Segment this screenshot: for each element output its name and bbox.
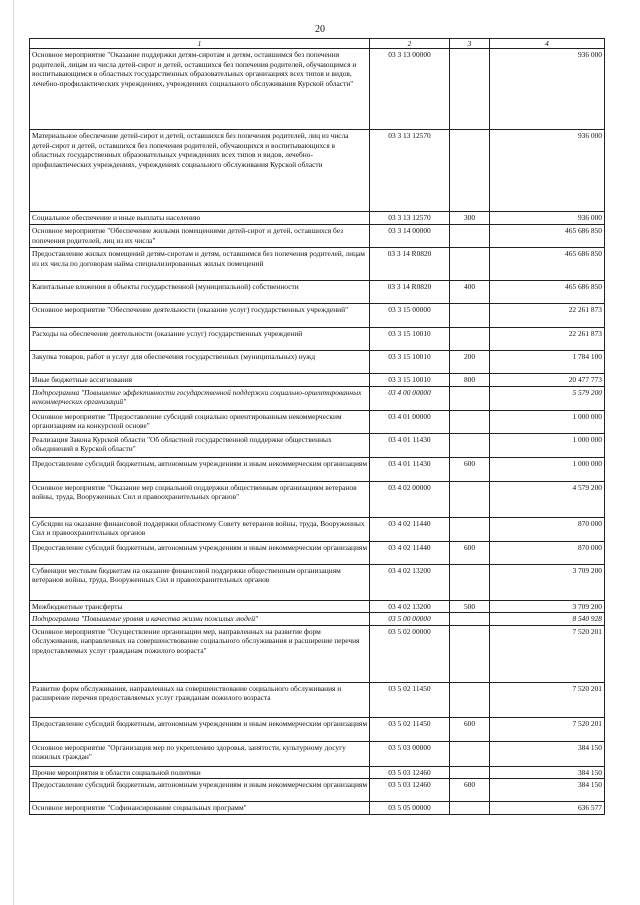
row-amount: 936 000 [490,49,605,130]
row-name: Подпрограмма "Повышение эффективности государственной поддержки социально-ориентированных некоммерческих организаций" [30,386,370,410]
row-code: 03 3 14 R0820 [370,248,450,281]
row-code: 03 3 15 10010 [370,351,450,374]
row-code: 03 5 03 12460 [370,766,450,778]
row-name: Иные бюджетные ассигнования [30,374,370,386]
row-name: Основное мероприятие "Организация мер по укреплению здоровья, занятости, культурному досугу пожилых граждан" [30,741,370,766]
row-expense-type [450,613,490,625]
row-code: 03 4 00 00000 [370,386,450,410]
row-name: Основное мероприятие "Обеспечение деятельности (оказание услуг) государственных учреждений" [30,304,370,328]
table-row [30,433,605,457]
row-amount: 870 000 [490,541,605,564]
row-expense-type [450,802,490,814]
row-code: 03 4 02 13200 [370,564,450,600]
table-row [30,802,605,814]
column-number-3: 3 [450,39,490,49]
row-name: Прочие мероприятия в области социальной политики [30,766,370,778]
table-row [30,386,605,410]
row-amount: 22 261 873 [490,304,605,328]
table-row [30,613,605,625]
table-row [30,225,605,248]
row-amount: 1 000 000 [490,433,605,457]
table-row [30,741,605,766]
column-number-4: 4 [490,39,605,49]
table-row [30,281,605,304]
row-expense-type [450,225,490,248]
table-row [30,328,605,351]
row-amount: 1 784 100 [490,351,605,374]
row-name: Основное мероприятие "Оказание мер социальной поддержки общественным организациям ветеранов войны, труда, Вооруженных Сил и правоохранительных органов" [30,481,370,517]
row-amount: 384 150 [490,766,605,778]
row-amount: 384 150 [490,779,605,802]
row-code: 03 4 01 11430 [370,457,450,481]
row-code: 03 5 02 11450 [370,717,450,741]
row-amount: 3 709 200 [490,564,605,600]
row-code: 03 4 01 11430 [370,433,450,457]
row-amount: 465 686 850 [490,248,605,281]
row-expense-type [450,682,490,717]
table-row [30,779,605,802]
row-expense-type [450,248,490,281]
row-code: 03 4 02 00000 [370,481,450,517]
table-row [30,564,605,600]
row-amount: 936 000 [490,130,605,212]
row-amount: 636 577 [490,802,605,814]
scan-edge [13,0,14,905]
row-amount: 22 261 873 [490,328,605,351]
row-name: Расходы на обеспечение деятельности (оказание услуг) государственных учреждений [30,328,370,351]
row-amount: 8 540 928 [490,613,605,625]
row-amount: 7 520 201 [490,717,605,741]
row-code: 03 3 14 R0820 [370,281,450,304]
row-name: Предоставление субсидий бюджетным, автономным учреждениям и иным некоммерческим организациям [30,457,370,481]
table-row [30,212,605,225]
row-amount: 7 520 201 [490,625,605,682]
table-row [30,541,605,564]
row-expense-type [450,433,490,457]
row-code: 03 3 13 12570 [370,212,450,225]
row-expense-type [450,386,490,410]
row-expense-type: 600 [450,779,490,802]
row-amount: 465 686 850 [490,225,605,248]
table-row [30,374,605,386]
column-number-2: 2 [370,39,450,49]
table-row [30,717,605,741]
table-row [30,49,605,130]
row-code: 03 3 15 10010 [370,374,450,386]
row-expense-type: 600 [450,457,490,481]
row-expense-type [450,517,490,541]
table-row [30,517,605,541]
row-name: Капитальные вложения в объекты государственной (муниципальной) собственности [30,281,370,304]
row-code: 03 5 05 00000 [370,802,450,814]
row-code: 03 3 15 00000 [370,304,450,328]
row-code: 03 4 02 11440 [370,517,450,541]
row-expense-type: 800 [450,374,490,386]
row-code: 03 4 02 13200 [370,600,450,612]
row-amount: 1 000 000 [490,410,605,433]
table-row [30,600,605,612]
row-name: Субсидии на оказание финансовой поддержки областному Совету ветеранов войны, труда, Вооруженных Сил и правоохранительных органов [30,517,370,541]
row-amount: 3 709 200 [490,600,605,612]
row-amount: 465 686 850 [490,281,605,304]
row-code: 03 4 02 11440 [370,541,450,564]
row-name: Социальное обеспечение и иные выплаты населению [30,212,370,225]
row-expense-type [450,410,490,433]
row-expense-type: 500 [450,600,490,612]
row-amount: 5 579 200 [490,386,605,410]
row-expense-type: 200 [450,351,490,374]
row-name: Межбюджетные трансферты [30,600,370,612]
row-name: Предоставление жилых помещений детям-сиротам и детям, оставшимся без попечения родителей, лицам из их числа по договорам найма специализированных жилых помещений [30,248,370,281]
row-code: 03 5 02 00000 [370,625,450,682]
table-row [30,304,605,328]
table-row [30,410,605,433]
row-expense-type: 300 [450,212,490,225]
table-row [30,457,605,481]
row-name: Основное мероприятие "Предоставление субсидий социально ориентированным некоммерческим организациям на конкурсной основе" [30,410,370,433]
row-name: Основное мероприятие "Оказание поддержки детям-сиротам и детям, оставшимся без попечения родителей, лицам из числа детей-сирот и детей, оставшихся без попечения родителей, обучающимся и воспитывающимся в областных государственных образовательных организациях всех типов и видов, лечебно-профилактических учреждениях, учреждениях социального обслуживания Курской области" [30,49,370,130]
row-expense-type: 400 [450,281,490,304]
row-code: 03 3 13 12570 [370,130,450,212]
row-expense-type [450,625,490,682]
row-code: 03 3 13 00000 [370,49,450,130]
page-number: 20 [315,24,325,35]
row-name: Предоставление субсидий бюджетным, автономным учреждениям и иным некоммерческим организациям [30,541,370,564]
row-name: Материальное обеспечение детей-сирот и детей, оставшихся без попечения родителей, лиц из числа детей-сирот и детей, оставшихся без попечения родителей, обучающихся и воспитывающихся в областных государственных образовательных учреждениях всех типов и видов, лечебно-профилактических учреждениях, учреждениях социального обслуживания Курской области [30,130,370,212]
row-expense-type [450,481,490,517]
table-row [30,625,605,682]
row-name: Основное мероприятие "Софинансирование социальных программ" [30,802,370,814]
row-code: 03 5 03 00000 [370,741,450,766]
row-amount: 4 579 200 [490,481,605,517]
budget-table [29,38,605,815]
row-amount: 20 477 773 [490,374,605,386]
row-name: Предоставление субсидий бюджетным, автономным учреждениям и иным некоммерческим организациям [30,779,370,802]
row-expense-type [450,766,490,778]
row-name: Подпрограмма "Повышение уровня и качества жизни пожилых людей" [30,613,370,625]
row-name: Закупка товаров, работ и услуг для обеспечения государственных (муниципальных) нужд [30,351,370,374]
row-amount: 7 520 201 [490,682,605,717]
row-code: 03 3 15 10010 [370,328,450,351]
row-code: 03 3 14 00000 [370,225,450,248]
row-name: Основное мероприятие "Обеспечение жилыми помещениями детей-сирот и детей, оставшихся без попечения родителей, лиц из их числа" [30,225,370,248]
row-name: Субвенции местным бюджетам на оказание финансовой поддержки общественным организациям ветеранов войны, труда, Вооруженных Сил и правоохранительных органов [30,564,370,600]
table-row [30,481,605,517]
row-expense-type [450,304,490,328]
row-expense-type [450,328,490,351]
table-row [30,130,605,212]
row-amount: 1 000 000 [490,457,605,481]
row-code: 03 5 00 00000 [370,613,450,625]
column-number-1: 1 [30,39,370,49]
row-expense-type: 600 [450,717,490,741]
table-row [30,682,605,717]
row-name: Предоставление субсидий бюджетным, автономным учреждениям и иным некоммерческим организациям [30,717,370,741]
row-code: 03 4 01 00000 [370,410,450,433]
row-expense-type [450,741,490,766]
row-expense-type [450,564,490,600]
row-name: Развитие форм обслуживания, направленных на совершенствование социального обслуживания и расширение перечня предоставляемых услуг гражданам пожилого возраста [30,682,370,717]
row-expense-type: 600 [450,541,490,564]
column-number-row [30,39,605,49]
row-name: Реализация Закона Курской области "Об областной государственной поддержке общественных объединений в Курской области" [30,433,370,457]
table-row [30,248,605,281]
budget-table-body [30,39,605,815]
row-name: Основное мероприятие "Осуществление организации мер, направленных на развитие форм обслуживания, направленных на совершенствование социального обслуживания и расширение перечня предоставляемых услуг гражданам пожилого возраста" [30,625,370,682]
row-code: 03 5 03 12460 [370,779,450,802]
row-amount: 384 150 [490,741,605,766]
row-code: 03 5 02 11450 [370,682,450,717]
row-expense-type [450,130,490,212]
row-amount: 870 000 [490,517,605,541]
row-amount: 936 000 [490,212,605,225]
row-expense-type [450,49,490,130]
table-row [30,766,605,778]
table-row [30,351,605,374]
